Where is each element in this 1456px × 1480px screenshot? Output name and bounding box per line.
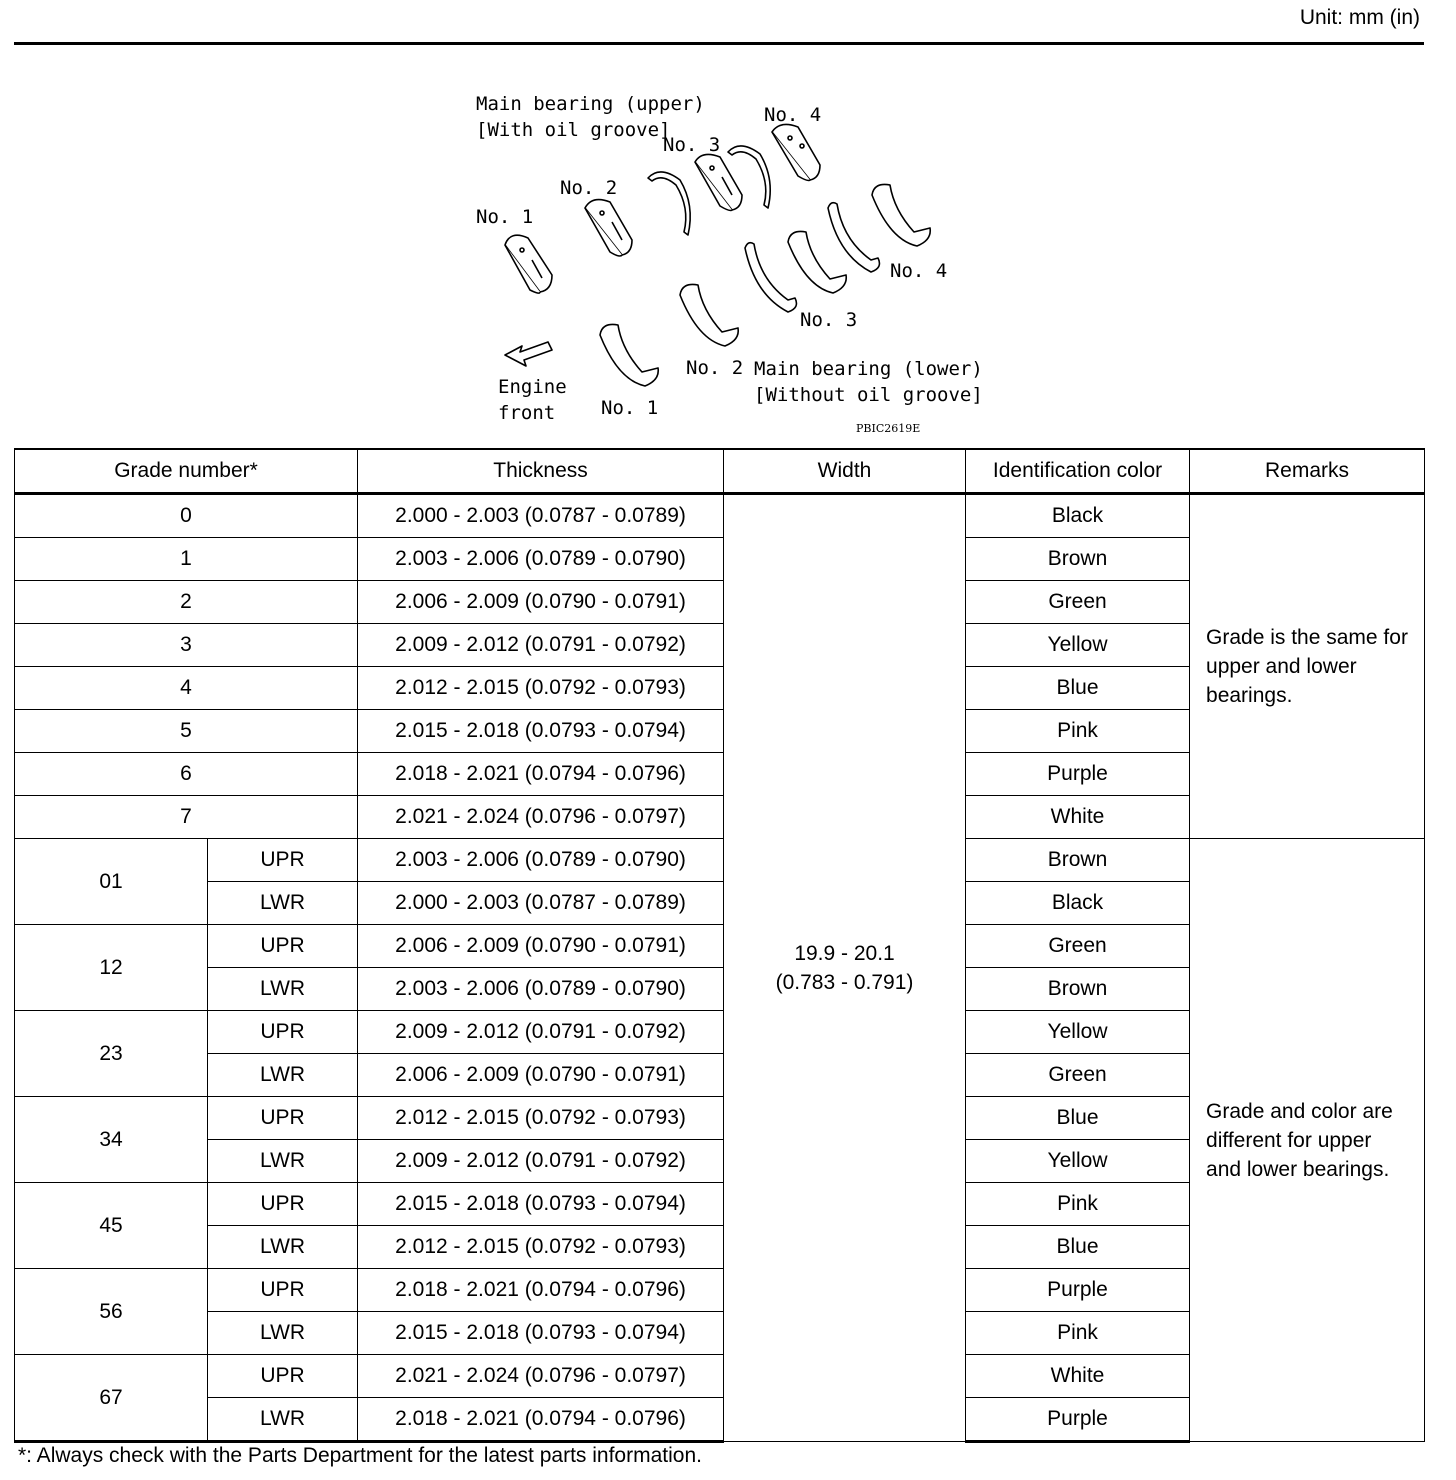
top-divider: [14, 42, 1424, 45]
thickness-cell: 2.000 - 2.003 (0.0787 - 0.0789): [358, 882, 724, 925]
lower-bearing-no2-shape: [680, 284, 738, 346]
position-cell: UPR: [208, 925, 358, 968]
grade-cell: 23: [15, 1011, 208, 1097]
position-cell: LWR: [208, 1054, 358, 1097]
position-cell: LWR: [208, 968, 358, 1011]
position-cell: UPR: [208, 839, 358, 882]
grade-cell: 34: [15, 1097, 208, 1183]
table-row: [15, 494, 1425, 538]
grade-cell: 45: [15, 1183, 208, 1269]
color-cell: Pink: [966, 1183, 1190, 1226]
thickness-cell: 2.015 - 2.018 (0.0793 - 0.0794): [358, 1183, 724, 1226]
thickness-cell: 2.000 - 2.003 (0.0787 - 0.0789): [358, 494, 724, 538]
thickness-cell: 2.018 - 2.021 (0.0794 - 0.0796): [358, 1398, 724, 1442]
color-cell: Pink: [966, 710, 1190, 753]
lower-title-2: [Without oil groove]: [754, 384, 983, 406]
position-cell: LWR: [208, 1140, 358, 1183]
thickness-cell: 2.021 - 2.024 (0.0796 - 0.0797): [358, 1355, 724, 1398]
color-cell: Yellow: [966, 624, 1190, 667]
unit-label: Unit: mm (in): [1299, 6, 1420, 29]
lower-label-no1: No. 1: [601, 397, 659, 419]
color-cell: Black: [966, 882, 1190, 925]
upper-label-no2: No. 2: [560, 177, 618, 199]
thickness-cell: 2.009 - 2.012 (0.0791 - 0.0792): [358, 1140, 724, 1183]
color-cell: Blue: [966, 1226, 1190, 1269]
grade-cell: 67: [15, 1355, 208, 1442]
lower-thrust-no4a-shape: [828, 203, 879, 272]
thickness-cell: 2.003 - 2.006 (0.0789 - 0.0790): [358, 538, 724, 581]
thickness-cell: 2.021 - 2.024 (0.0796 - 0.0797): [358, 796, 724, 839]
lower-thrust-no3a-shape: [745, 243, 796, 312]
grade-cell: 1: [15, 538, 358, 581]
color-cell: Green: [966, 581, 1190, 624]
upper-label-no1: No. 1: [476, 206, 534, 228]
grade-cell: 0: [15, 494, 358, 538]
bearing-grade-table: [14, 448, 1425, 1443]
bearing-illustration: [470, 80, 990, 450]
color-cell: Purple: [966, 1398, 1190, 1442]
footnote: *: Always check with the Parts Department for the latest parts information.: [18, 1444, 702, 1467]
lower-bearing-no4-shape: [872, 184, 930, 246]
table-header-row: [15, 449, 1425, 494]
color-cell: Yellow: [966, 1140, 1190, 1183]
upper-bearing-no3-shape: [695, 154, 742, 210]
lower-bearing-no1-shape: [600, 324, 658, 386]
grade-cell: 4: [15, 667, 358, 710]
engine-front-label-2: front: [498, 402, 556, 424]
header-remarks: Remarks: [1190, 449, 1425, 494]
position-cell: UPR: [208, 1097, 358, 1140]
thickness-cell: 2.009 - 2.012 (0.0791 - 0.0792): [358, 1011, 724, 1054]
color-cell: Purple: [966, 1269, 1190, 1312]
thickness-cell: 2.015 - 2.018 (0.0793 - 0.0794): [358, 710, 724, 753]
grade-cell: 3: [15, 624, 358, 667]
grade-cell: 56: [15, 1269, 208, 1355]
position-cell: LWR: [208, 1226, 358, 1269]
header-thickness: Thickness: [358, 449, 724, 494]
thickness-cell: 2.015 - 2.018 (0.0793 - 0.0794): [358, 1312, 724, 1355]
thickness-cell: 2.018 - 2.021 (0.0794 - 0.0796): [358, 1269, 724, 1312]
lower-title-1: Main bearing (lower): [754, 358, 983, 380]
header-width: Width: [724, 449, 966, 494]
color-cell: Blue: [966, 1097, 1190, 1140]
thickness-cell: 2.018 - 2.021 (0.0794 - 0.0796): [358, 753, 724, 796]
lower-label-no4: No. 4: [890, 260, 948, 282]
engine-front-label-1: Engine: [498, 376, 567, 398]
upper-thrust-no3a-shape: [648, 172, 690, 235]
thickness-cell: 2.003 - 2.006 (0.0789 - 0.0790): [358, 839, 724, 882]
color-cell: Yellow: [966, 1011, 1190, 1054]
grade-cell: 12: [15, 925, 208, 1011]
color-cell: White: [966, 1355, 1190, 1398]
color-cell: Green: [966, 1054, 1190, 1097]
thickness-cell: 2.009 - 2.012 (0.0791 - 0.0792): [358, 624, 724, 667]
color-cell: Pink: [966, 1312, 1190, 1355]
thickness-cell: 2.012 - 2.015 (0.0792 - 0.0793): [358, 1226, 724, 1269]
grade-cell: 01: [15, 839, 208, 925]
grade-cell: 2: [15, 581, 358, 624]
thickness-cell: 2.012 - 2.015 (0.0792 - 0.0793): [358, 1097, 724, 1140]
thickness-cell: 2.006 - 2.009 (0.0790 - 0.0791): [358, 925, 724, 968]
position-cell: UPR: [208, 1011, 358, 1054]
table-row: [15, 839, 1425, 882]
remarks-different-grade: Grade and color are different for upper and lower bearings.: [1190, 839, 1425, 1442]
upper-bearing-no2-shape: [585, 200, 632, 256]
upper-bearing-no4-shape: [772, 124, 820, 180]
thickness-cell: 2.003 - 2.006 (0.0789 - 0.0790): [358, 968, 724, 1011]
grade-cell: 6: [15, 753, 358, 796]
thickness-cell: 2.012 - 2.015 (0.0792 - 0.0793): [358, 667, 724, 710]
color-cell: Brown: [966, 968, 1190, 1011]
color-cell: Brown: [966, 839, 1190, 882]
figure-code: PBIC2619E: [856, 422, 921, 435]
lower-label-no2: No. 2: [686, 357, 744, 379]
upper-label-no4: No. 4: [764, 104, 822, 126]
upper-title-2: [With oil groove]: [476, 119, 671, 141]
width-cell: [724, 494, 966, 1442]
width-value-mm: 19.9 - 20.1: [794, 942, 895, 965]
header-color: Identification color: [966, 449, 1190, 494]
width-value-in: (0.783 - 0.791): [775, 971, 914, 994]
position-cell: UPR: [208, 1183, 358, 1226]
grade-cell: 5: [15, 710, 358, 753]
position-cell: LWR: [208, 1312, 358, 1355]
color-cell: Black: [966, 494, 1190, 538]
color-cell: Green: [966, 925, 1190, 968]
position-cell: UPR: [208, 1269, 358, 1312]
thickness-cell: 2.006 - 2.009 (0.0790 - 0.0791): [358, 581, 724, 624]
engine-front-arrow-icon: [505, 342, 552, 366]
color-cell: White: [966, 796, 1190, 839]
upper-bearing-no1-shape: [505, 235, 552, 293]
upper-title-1: Main bearing (upper): [476, 93, 705, 115]
position-cell: LWR: [208, 882, 358, 925]
header-grade: Grade number*: [15, 449, 358, 494]
thickness-cell: 2.006 - 2.009 (0.0790 - 0.0791): [358, 1054, 724, 1097]
color-cell: Blue: [966, 667, 1190, 710]
color-cell: Purple: [966, 753, 1190, 796]
color-cell: Brown: [966, 538, 1190, 581]
position-cell: LWR: [208, 1398, 358, 1442]
remarks-same-grade: Grade is the same for upper and lower bearings.: [1190, 494, 1425, 839]
upper-label-no3: No. 3: [663, 134, 721, 156]
lower-label-no3: No. 3: [800, 309, 858, 331]
grade-cell: 7: [15, 796, 358, 839]
lower-bearing-no3-shape: [788, 231, 846, 293]
position-cell: UPR: [208, 1355, 358, 1398]
